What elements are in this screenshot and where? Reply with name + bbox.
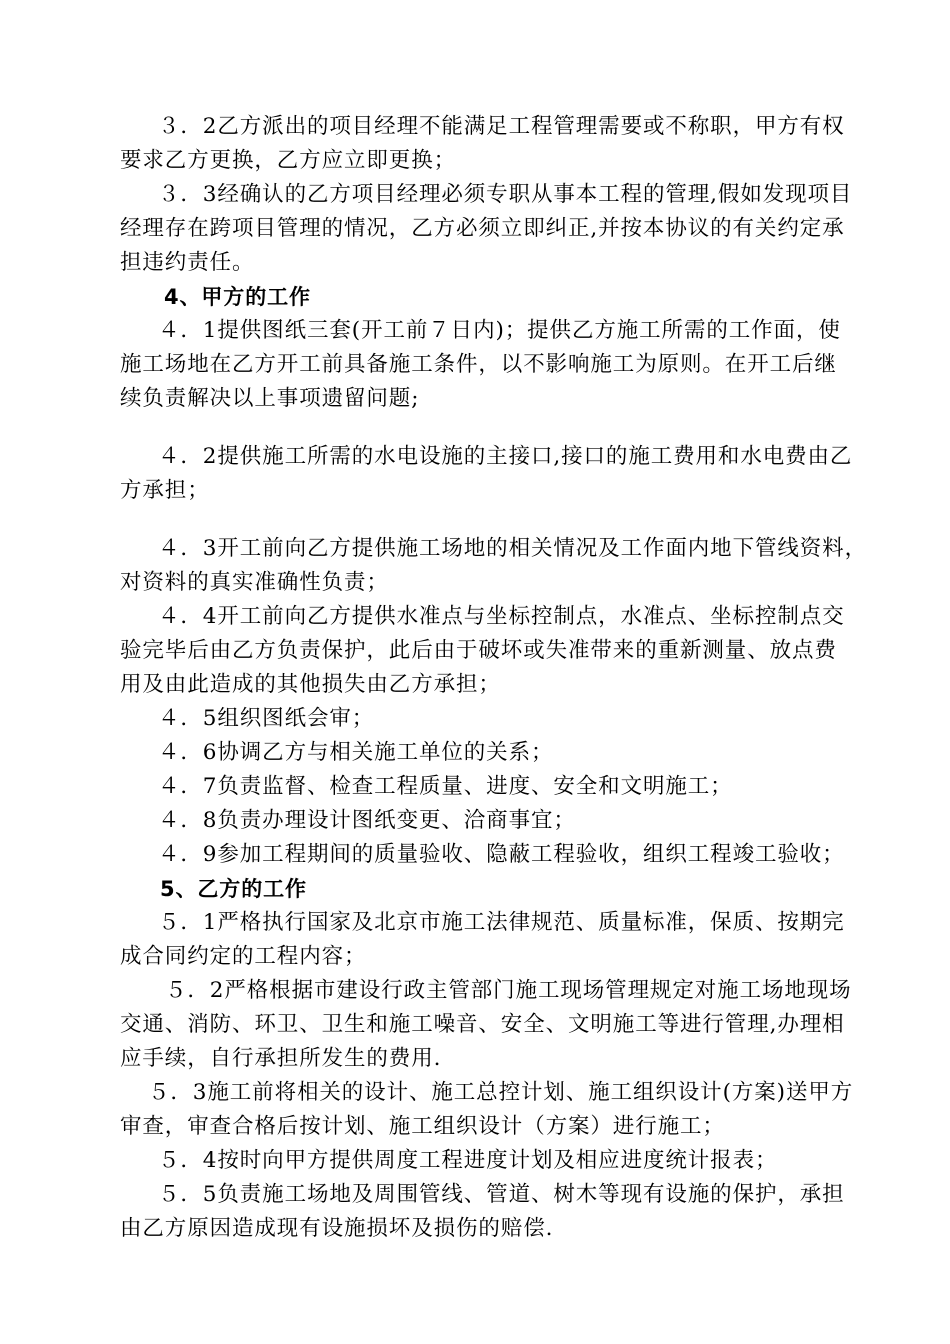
paragraph-4-7: ４．7负责监督、检查工程质量、进度、安全和文明施工；: [158, 774, 733, 799]
paragraph-5-3-line-2: 审查，审查合格后按计划、施工组织设计（方案）进行施工；: [120, 1114, 725, 1139]
paragraph-5-1-line-2: 成合同约定的工程内容；: [120, 944, 367, 969]
paragraph-4-5: ４．5组织图纸会审；: [158, 706, 375, 731]
paragraph-4-9: ４．9参加工程期间的质量验收、隐蔽工程验收，组织工程竣工验收；: [158, 842, 845, 867]
paragraph-4-8: ４．8负责办理设计图纸变更、洽商事宜；: [158, 808, 576, 833]
paragraph-4-2-line-1: ４．2提供施工所需的水电设施的主接口,接口的施工费用和水电费由乙: [158, 444, 853, 469]
paragraph-4-1-line-3: 续负责解决以上事项遗留问题;: [120, 386, 420, 411]
paragraph-5-5-line-1: ５．5负责施工场地及周围管线、管道、树木等现有设施的保护，承担: [158, 1182, 845, 1207]
paragraph-4-2-line-2: 方承担；: [120, 478, 210, 503]
paragraph-4-3-line-1: ４．3开工前向乙方提供施工场地的相关情况及工作面内地下管线资料，: [158, 536, 867, 561]
document-body: [120, 110, 867, 1246]
paragraph-5-1-line-1: ５．1严格执行国家及北京市施工法律规范、质量标准，保质、按期完: [158, 910, 845, 935]
paragraph-4-3-line-2: 对资料的真实准确性负责；: [120, 570, 389, 595]
paragraph-4-4-line-2: 验完毕后由乙方负责保护，此后由于破坏或失准带来的重新测量、放点费: [120, 638, 837, 663]
paragraph-5-5-line-2: 由乙方原因造成现有设施损坏及损伤的赔偿.: [120, 1216, 554, 1241]
paragraph-3-2-line-1: ３．2乙方派出的项目经理不能满足工程管理需要或不称职，甲方有权: [158, 114, 845, 139]
paragraph-5-2-line-1: ５．2严格根据市建设行政主管部门施工现场管理规定对施工场地现场: [165, 978, 852, 1003]
paragraph-4-1-line-2: 施工场地在乙方开工前具备施工条件，以不影响施工为原则。在开工后继: [120, 352, 837, 377]
paragraph-3-3-line-1: ３．3经确认的乙方项目经理必须专职从事本工程的管理,假如发现项目: [158, 182, 853, 207]
paragraph-4-6: ４．6协调乙方与相关施工单位的关系；: [158, 740, 554, 765]
paragraph-4-4-line-3: 用及由此造成的其他损失由乙方承担；: [120, 672, 501, 697]
paragraph-5-3-line-1: ５．3施工前将相关的设计、施工总控计划、施工组织设计(方案)送甲方: [148, 1080, 854, 1105]
paragraph-4-1-line-1: ４．1提供图纸三套(开工前７日内)；提供乙方施工所需的工作面，使: [158, 318, 841, 343]
paragraph-4-4-line-1: ４．4开工前向乙方提供水准点与坐标控制点，水准点、坐标控制点交: [158, 604, 845, 629]
paragraph-3-3-line-3: 担违约责任。: [120, 250, 255, 275]
section-heading-5: 5、乙方的工作: [160, 877, 307, 901]
section-heading-4: 4、甲方的工作: [164, 285, 311, 309]
paragraph-3-2-line-2: 要求乙方更换，乙方应立即更换；: [120, 148, 457, 173]
paragraph-3-3-line-2: 经理存在跨项目管理的情况，乙方必须立即纠正,并按本协议的有关约定承: [120, 216, 845, 241]
paragraph-5-2-line-2: 交通、消防、环卫、卫生和施工噪音、安全、文明施工等进行管理,办理相: [120, 1012, 845, 1037]
paragraph-5-4: ５．4按时向甲方提供周度工程进度计划及相应进度统计报表；: [158, 1148, 778, 1173]
paragraph-5-2-line-3: 应手续，自行承担所发生的费用.: [120, 1046, 442, 1071]
